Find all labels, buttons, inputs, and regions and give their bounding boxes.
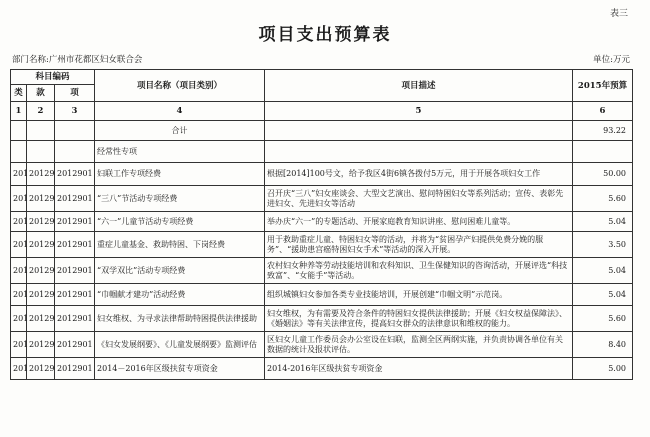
table-row [11, 232, 633, 258]
kuan-cell: 20129 [27, 358, 55, 380]
kuan-cell: 20129 [27, 258, 55, 284]
unit-label: 单位:万元 [593, 55, 630, 65]
project-name-cell: 《妇女发展纲要》、《儿童发展纲要》监测评估 [95, 332, 265, 358]
project-name-cell: “六一”儿童节活动专项经费 [95, 212, 265, 232]
table-row [11, 186, 633, 212]
table-row [11, 163, 633, 186]
total-label: 合计 [95, 121, 265, 141]
kuan-header: 款 [27, 85, 55, 102]
kuan-cell: 20129 [27, 332, 55, 358]
index-cell: 5 [265, 102, 573, 121]
lei-header: 类 [11, 85, 27, 102]
lei-cell: 201 [11, 332, 27, 358]
table-row [11, 306, 633, 332]
budget-table [10, 69, 633, 380]
project-desc-cell: 2014-2016年区级扶贫专项资金 [265, 358, 573, 380]
budget-value-cell: 8.40 [573, 332, 633, 358]
kuan-cell: 20129 [27, 163, 55, 186]
lei-cell: 201 [11, 163, 27, 186]
budget-value-cell: 5.60 [573, 186, 633, 212]
xiang-cell: 2012901 [55, 258, 95, 284]
project-name-cell: “双学双比”活动专项经费 [95, 258, 265, 284]
project-name-cell: 妇联工作专项经费 [95, 163, 265, 186]
lei-cell: 201 [11, 186, 27, 212]
index-cell: 1 [11, 102, 27, 121]
project-desc-cell: 根据[2014]100号文，给予我区4街6镇各拨付5万元，用于开展各项妇女工作 [265, 163, 573, 186]
xiang-cell: 2012901 [55, 212, 95, 232]
project-desc-header: 项目描述 [265, 70, 573, 102]
lei-cell: 201 [11, 306, 27, 332]
xiang-cell: 2012901 [55, 186, 95, 212]
table-row [11, 332, 633, 358]
project-name-cell: 2014－2016年区级扶贫专项资金 [95, 358, 265, 380]
header-row [11, 70, 633, 85]
project-desc-cell: 召开庆“三八”妇女座谈会、大型文艺演出、慰问特困妇女等系列活动；宣传、表彰先进妇女、先进妇女等活动 [265, 186, 573, 212]
xiang-cell: 2012901 [55, 332, 95, 358]
project-desc-cell: 农村妇女种养等劳动技能培训和农科知识、卫生保健知识的咨询活动，开展评选“科技致富”、“女能手”等活动。 [265, 258, 573, 284]
category-row [11, 141, 633, 163]
project-name-cell: 妇女维权、为寻求法律帮助特困提供法律援助 [95, 306, 265, 332]
lei-cell: 201 [11, 258, 27, 284]
page-title: 项目支出预算表 [258, 25, 392, 45]
lei-cell: 201 [11, 212, 27, 232]
budget-value-cell: 5.04 [573, 258, 633, 284]
index-cell: 6 [573, 102, 633, 121]
kuan-cell: 20129 [27, 306, 55, 332]
project-name-header: 项目名称（项目类别） [95, 70, 265, 102]
total-value: 93.22 [573, 121, 633, 141]
lei-cell: 201 [11, 358, 27, 380]
subject-code-header: 科目编码 [11, 70, 95, 85]
project-name-cell: “巾帼献才建功”活动经费 [95, 284, 265, 306]
index-row [11, 102, 633, 121]
table-row [11, 212, 633, 232]
project-desc-cell: 用于救助重症儿童、特困妇女等的活动，并将为“贫困孕产妇提供免费分娩的服务”、“援助患宫癌特困妇女手术”等活动的深入开展。 [265, 232, 573, 258]
project-desc-cell: 举办庆“六一”的专题活动、开展家庭教育知识讲座、慰问困难儿童等。 [265, 212, 573, 232]
table-row [11, 358, 633, 380]
budget-value-cell: 50.00 [573, 163, 633, 186]
corner-label: 表三 [609, 9, 628, 19]
project-desc-cell: 组织城镇妇女参加各类专业技能培训，开展创建“巾帼文明”示范岗。 [265, 284, 573, 306]
budget-value-cell: 5.04 [573, 284, 633, 306]
total-row [11, 121, 633, 141]
project-name-cell: 重症儿童基金、救助特困、下岗经费 [95, 232, 265, 258]
index-cell: 4 [95, 102, 265, 121]
xiang-header: 项 [55, 85, 95, 102]
department-name: 部门名称:广州市花都区妇女联合会 [12, 55, 143, 65]
category-label: 经常性专项 [95, 141, 265, 163]
budget-value-cell: 3.50 [573, 232, 633, 258]
kuan-cell: 20129 [27, 232, 55, 258]
kuan-cell: 20129 [27, 212, 55, 232]
budget-value-cell: 5.00 [573, 358, 633, 380]
budget-value-cell: 5.60 [573, 306, 633, 332]
xiang-cell: 2012901 [55, 232, 95, 258]
xiang-cell: 2012901 [55, 306, 95, 332]
index-cell: 2 [27, 102, 55, 121]
xiang-cell: 2012901 [55, 358, 95, 380]
project-name-cell: “三八”节活动专项经费 [95, 186, 265, 212]
budget-header: 2015年预算 [573, 70, 633, 102]
lei-cell: 201 [11, 284, 27, 306]
kuan-cell: 20129 [27, 186, 55, 212]
xiang-cell: 2012901 [55, 284, 95, 306]
table-row [11, 258, 633, 284]
lei-cell: 201 [11, 232, 27, 258]
budget-value-cell: 5.04 [573, 212, 633, 232]
project-desc-cell: 妇女维权，为有需要及符合条件的特困妇女提供法律援助；开展《妇女权益保障法》、《婚姻法》等有关法律宣传，提高妇女群众的法律意识和维权的能力。 [265, 306, 573, 332]
kuan-cell: 20129 [27, 284, 55, 306]
project-desc-cell: 区妇女儿童工作委员会办公室设在妇联，监测全区两纲实施，并负责协调各单位有关数据的统计及报状评估。 [265, 332, 573, 358]
xiang-cell: 2012901 [55, 163, 95, 186]
table-row [11, 284, 633, 306]
index-cell: 3 [55, 102, 95, 121]
